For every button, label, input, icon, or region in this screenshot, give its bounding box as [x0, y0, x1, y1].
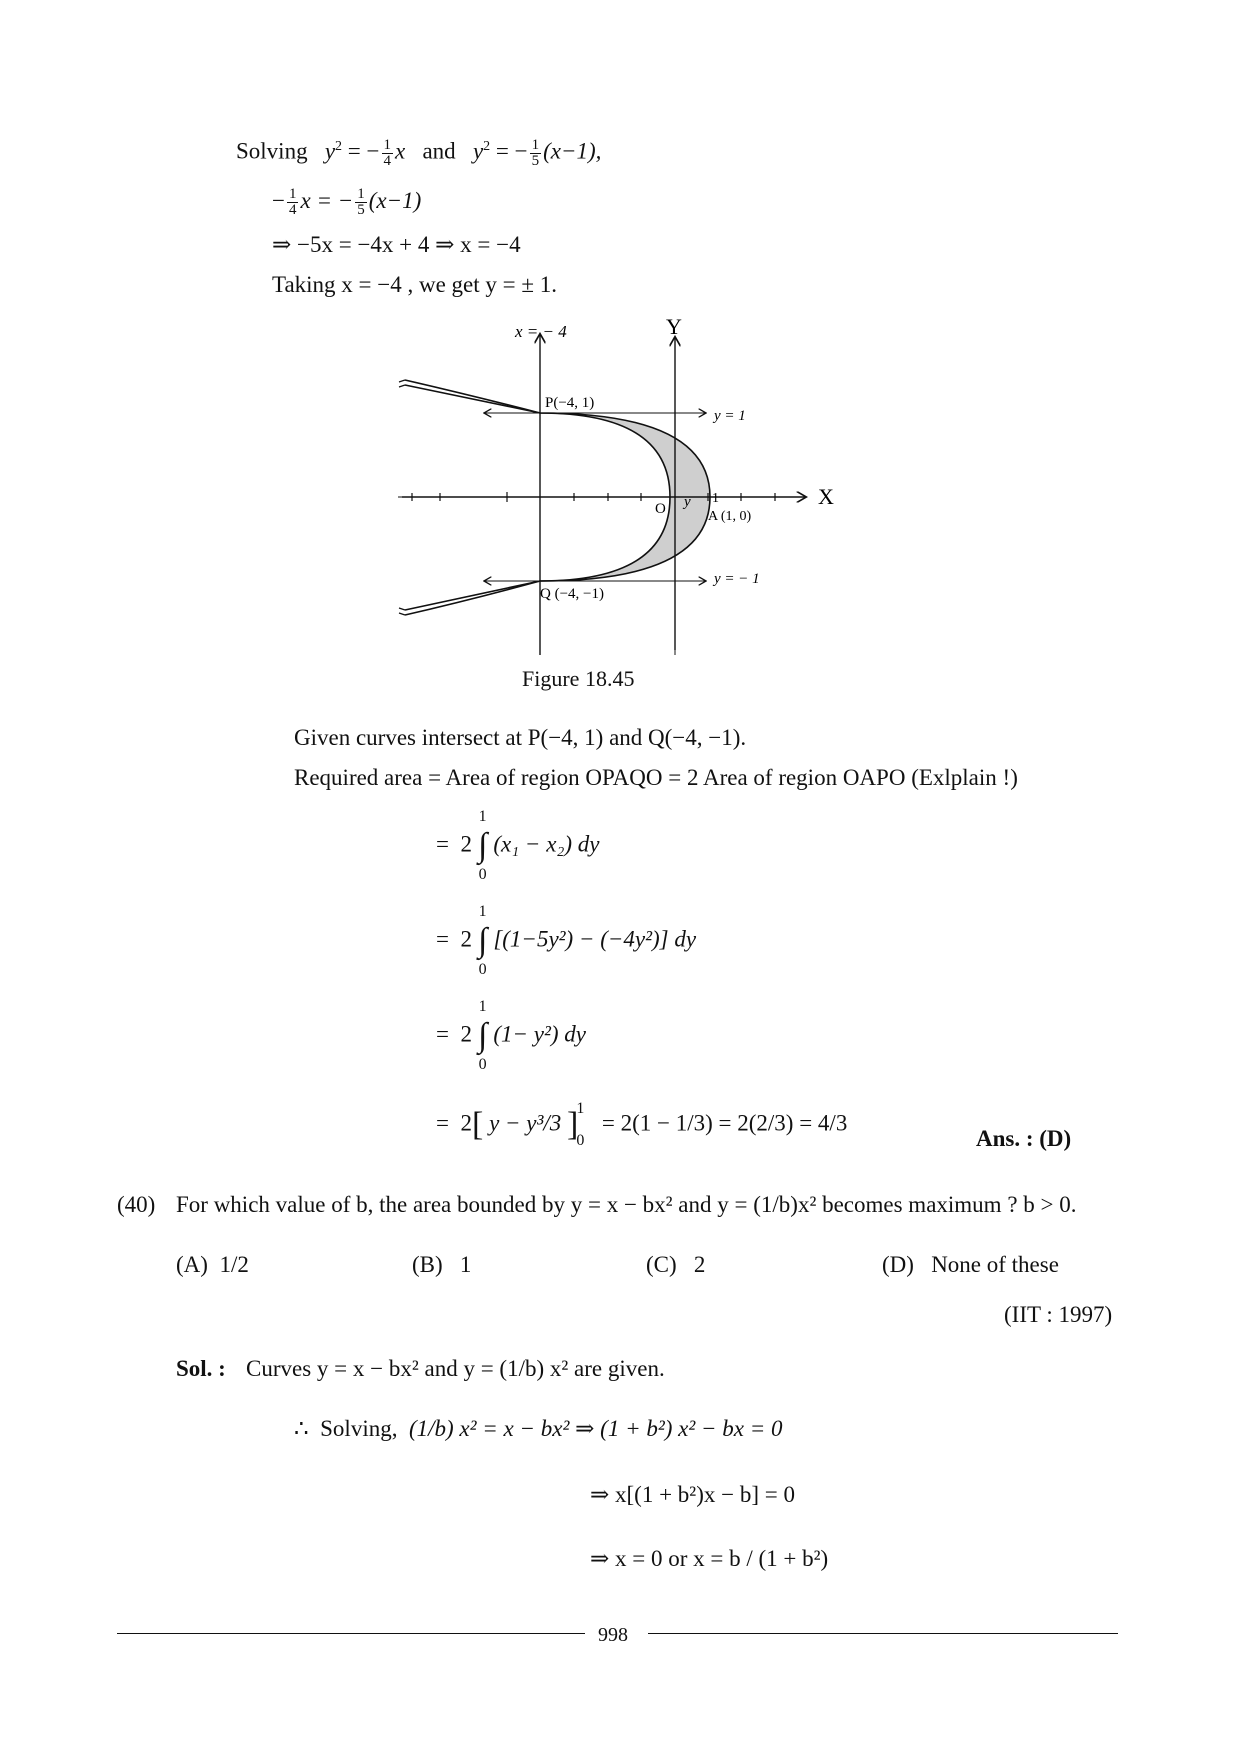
- solving-line-4: Taking x = −4 , we get y = ± 1.: [272, 272, 557, 297]
- option-c: (C) 2: [646, 1252, 706, 1277]
- label-y-1: y = 1: [714, 408, 746, 424]
- label-P: P(−4, 1): [545, 395, 595, 411]
- footer-rule-right: [648, 1633, 1118, 1634]
- label-y-small: y: [684, 494, 691, 510]
- solution-label: Sol. :: [176, 1356, 226, 1381]
- step-3: = 2 1 ∫ 0 (1− y²) dy: [436, 998, 586, 1073]
- option-a: (A) 1/2: [176, 1252, 249, 1277]
- figure-parabolas: [390, 310, 860, 670]
- label-A: A (1, 0): [708, 509, 752, 524]
- option-b: (B) 1: [412, 1252, 472, 1277]
- label-one: 1: [712, 491, 719, 506]
- step-1: = 2 1 ∫ 0 (x₁ − x₂) dy: [436, 808, 600, 883]
- option-d: (D) None of these: [882, 1252, 1059, 1277]
- solving-line-2: − $\frac{1}{4}$ x = − $\frac{1}{5}$ (x−1): [272, 186, 422, 219]
- intersect-line-1: Given curves intersect at P(−4, 1) and Q(−4, −1).: [294, 725, 747, 750]
- label-X-axis: X: [818, 484, 834, 509]
- label-x-minus-4: x = − 4: [515, 322, 567, 341]
- solution-line-1: Curves y = x − bx² and y = (1/b) x² are given.: [246, 1356, 665, 1381]
- label-Y-axis: Y: [666, 314, 682, 339]
- intersect-line-2: Required area = Area of region OPAQO = 2 Area of region OAPO (Exlplain !): [294, 765, 1018, 790]
- solution-line-2: ∴ Solving, (1/b) x² = x − bx² ⇒ (1 + b²) x² − bx = 0: [294, 1416, 783, 1441]
- question-text: For which value of b, the area bounded by y = x − bx² and y = (1/b)x² becomes maximum ? b > 0.: [176, 1192, 1077, 1217]
- page-number: 998: [598, 1624, 628, 1646]
- figure-caption: Figure 18.45: [522, 666, 635, 691]
- solving-line-1: Solving $y^2$ = − $\frac{1}{4}$ x and $y^2$ = − $\frac{1}{5}$ (x−1),: [236, 136, 602, 169]
- solution-line-3: ⇒ x[(1 + b²)x − b] = 0: [590, 1482, 795, 1507]
- step-2: = 2 1 ∫ 0 [(1−5y²) − (−4y²)] dy: [436, 903, 697, 978]
- question-source: (IIT : 1997): [1004, 1302, 1113, 1327]
- question-number: (40): [117, 1192, 156, 1217]
- step-4: = 2[ y − y³/3 ] 1 0 = 2(1 − 1/3) = 2(2/3) = 4/3: [436, 1100, 848, 1149]
- label-Q: Q (−4, −1): [540, 586, 604, 602]
- label-O: O: [655, 501, 666, 517]
- label-y-minus-1: y = − 1: [714, 571, 760, 587]
- solving-line-3: ⇒ −5x = −4x + 4 ⇒ x = −4: [272, 232, 521, 257]
- answer-label: Ans. : (D): [976, 1126, 1072, 1151]
- solution-line-4: ⇒ x = 0 or x = b / (1 + b²): [590, 1546, 829, 1571]
- footer-rule-left: [117, 1633, 585, 1634]
